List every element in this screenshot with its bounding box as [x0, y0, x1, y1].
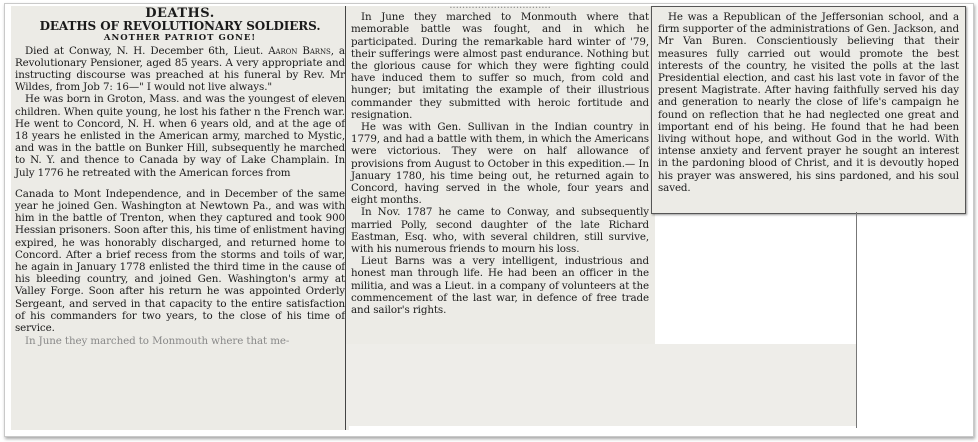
- column-rule-right: [856, 212, 857, 428]
- soldier-name: Aaron Barns: [268, 44, 331, 57]
- column-1: [11, 6, 349, 430]
- cut-line: ................................: [449, 0, 551, 11]
- paragraph-5: He was with Gen. Sullivan in the Indian country in 1779, and had a battle with them, in which the Americans were victorious. They were on half allowance of provisions from August to October in this expedition.— In January 1780, his time being out, he returned again to Concord, having served in the whole, four years and eight months.: [351, 121, 649, 207]
- paragraph-6: In Nov. 1787 he came to Conway, and subsequently married Polly, second daughter of the late Richard Eastman, Esq. who, with several children, still survive, with his numerous friends to mourn his loss.: [351, 206, 649, 256]
- paragraph-cut: In June they marched to Monmouth where that me-: [25, 335, 290, 348]
- paragraph-7: Lieut Barns was a very intelligent, industrious and honest man through life. He had been an officer in the militia, and was a Lieut. in a company of volunteers at the commencement of the last war, in defence of free trade and sailor's rights.: [351, 255, 649, 317]
- column-3: [651, 6, 966, 214]
- column-2-blank: [345, 344, 857, 426]
- paragraph-3: Canada to Mont Independence, and in December of the same year he joined Gen. Washington at Newtown Pa., and was with him in the battle of Trenton, when they captured and took 900 Hessian prisoners. Soon after this, his time of enlistment having expired, he was honorably discharged, and returned home to Concord. After a brief recess from the storms and toils of war, he again in January 1778 enlisted the third time in the cause of his bleeding country, and joined Gen. Washington's army at Valley Forge. Soon after his return he was appointed Orderly Sergeant, and served in that capacity to the entire satisfaction of his commanders for two years, to the close of his time of service.: [15, 187, 345, 335]
- column-2: [345, 0, 655, 344]
- paragraph-2: He was born in Groton, Mass. and was the youngest of eleven children. When quite young, he lost his father n the French war. He went to Concord, N. H. when 6 years old, and at the age of 18 years he enlisted in the American army, marched to Mystic, and was in the battle on Bunker Hill, subsequently he marched to N. Y. and thence to Canada by way of Lake Champlain. In July 1776 he retreated with the American forces from: [15, 93, 345, 179]
- paragraph-8: He was a Republican of the Jeffersonian school, and a firm supporter of the administrations of Gen. Jackson, and Mr Van Buren. Conscientiously believing that their measures fully carried out would promote the best interests of the country, he visited the polls at the last Presidential election, and cast his last vote in favor of the present Magistrate. After having faithfully served his day and generation to nearly the close of life's campaign he found on reflection that he had neglected one great and important end of his being. He found that he had been living without hope, and without God in the world. With intense anxiety and fervent prayer he sought an interest in the pardoning blood of Christ, and it is devoutly hoped his prayer was answered, his sins pardoned, and his soul saved.: [658, 11, 959, 194]
- paragraph-1: Died at Conway, N. H. December 6th, Lieut. Aaron Barns, a Revolutionary Pensioner, aged 85 years. A very appropriate and instructing discourse was preached at his funeral by Rev. Mr Wildes, from Job 7: 16—" I would not live always.": [15, 44, 345, 94]
- deaths-heading: DEATHS.: [145, 6, 215, 21]
- column-2-text: [351, 0, 649, 316]
- article-title: DEATHS OF REVOLUTIONARY SOLDIERS.: [39, 19, 321, 34]
- column-rule-left: [345, 6, 346, 430]
- article-subtitle: ANOTHER PATRIOT GONE!: [103, 33, 257, 44]
- column-3-text: [658, 11, 959, 194]
- paragraph-4: In June they marched to Monmouth where that memorable battle was fought, and in which he participated. During the remarkable hard winter of '79, their sufferings were almost past endurance. Nothing but the glorious cause for which they were fighting could have induced them to suffer so much, from cold and hunger; but imitating the example of their illustrious commander they submitted with heroic fortitude and resignation.: [351, 11, 649, 121]
- column-1-text: [15, 8, 345, 347]
